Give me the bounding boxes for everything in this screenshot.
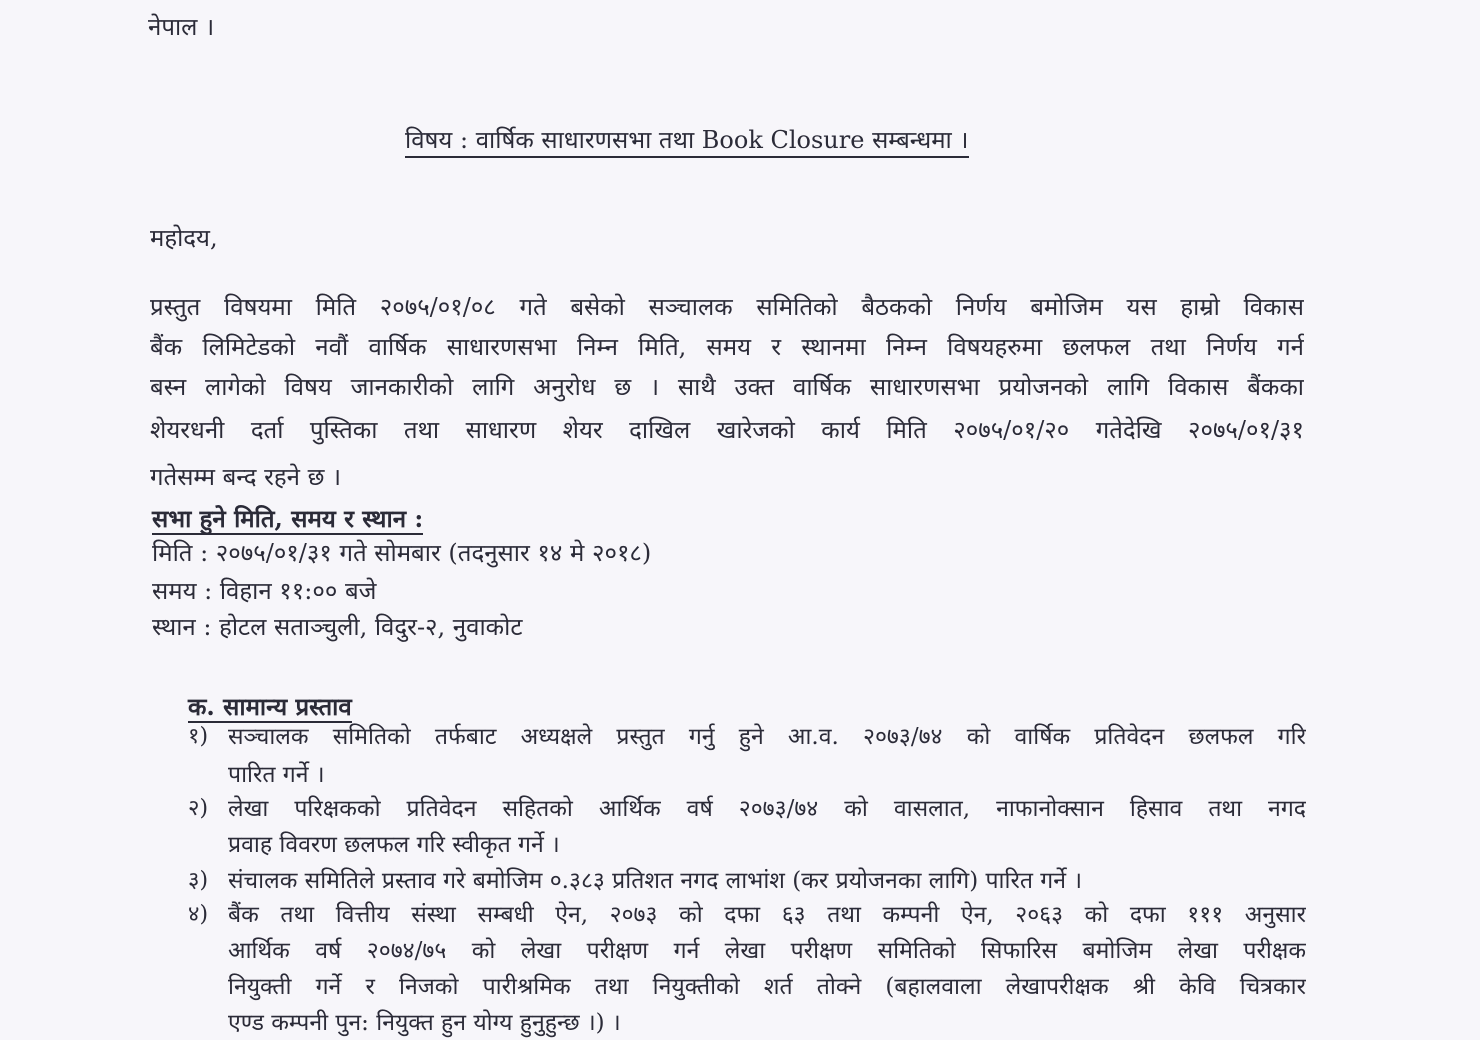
meeting-heading	[152, 504, 423, 534]
proposal-last-line: एण्ड कम्पनी पुन: नियुक्त हुन योग्य हुनुहुन्छ ।) ।	[228, 1010, 621, 1036]
proposal-number: १)	[188, 724, 209, 749]
proposal-line: नियुक्ती गर्ने र निजको पारीश्रमिक तथा नियुक्तीको शर्त तोक्ने (बहालवाला लेखापरीक्षक श्री केवि चित्रकार	[228, 974, 1306, 1000]
recipient-address-tail: नेपाल ।	[148, 13, 215, 41]
proposal-single-line: संचालक समितिले प्रस्ताव गरे बमोजिम ०.३८३ प्रतिशत नगद लाभांश (कर प्रयोजनका लागि) पारित गर्ने ।	[228, 868, 1083, 894]
proposal-number: २)	[188, 796, 209, 821]
body-line: शेयरधनी दर्ता पुस्तिका तथा साधारण शेयर दाखिल खारेजको कार्य मिति २०७५/०१/२० गतेदेखि २०७५/०१/३१	[150, 416, 1304, 444]
proposal-line: सञ्चालक समितिको तर्फबाट अध्यक्षले प्रस्तुत गर्नु हुने आ.व. २०७३/७४ को वार्षिक प्रतिवेदन छलफल गरि	[228, 724, 1306, 750]
general-proposals-heading-text: क. सामान्य प्रस्ताव	[188, 692, 352, 721]
salutation: महोदय,	[150, 224, 218, 252]
proposal-last-line: पारित गर्ने ।	[228, 762, 325, 788]
body-line: बैंक लिमिटेडको नवौं वार्षिक साधारणसभा निम्न मिति, समय र स्थानमा निम्न विषयहरुमा छलफल तथा निर्णय गर्न	[150, 333, 1304, 361]
proposal-number: ४)	[188, 902, 209, 927]
proposal-line: बैंक तथा वित्तीय संस्था सम्बधी ऐन, २०७३ को दफा ६३ तथा कम्पनी ऐन, २०६३ को दफा १११ अनुसार	[228, 902, 1306, 928]
proposal-number: ३)	[188, 868, 209, 893]
body-line: प्रस्तुत विषयमा मिति २०७५/०१/०८ गते बसेको सञ्चालक समितिको बैठकको निर्णय बमोजिम यस हाम्रो विकास	[150, 293, 1304, 321]
body-line: बस्न लागेको विषय जानकारीको लागि अनुरोध छ । साथै उक्त वार्षिक साधारणसभा प्रयोजनको लागि विकास बैंकका	[150, 373, 1304, 401]
subject-line: विषय : वार्षिक साधारणसभा तथा Book Closure सम्बन्धमा ।	[405, 125, 969, 158]
meeting-heading-text: सभा हुने मिति, समय र स्थान :	[152, 504, 424, 533]
meeting-date: मिति : २०७५/०१/३१ गते सोमबार (तदनुसार १४ मे २०१८)	[152, 539, 652, 567]
body-last-line: गतेसम्म बन्द रहने छ ।	[150, 463, 342, 491]
general-proposals-heading	[188, 692, 352, 722]
proposal-line: लेखा परिक्षकको प्रतिवेदन सहितको आर्थिक वर्ष २०७३/७४ को वासलात, नाफानोक्सान हिसाव तथा नगद	[228, 796, 1306, 822]
proposal-line: आर्थिक वर्ष २०७४/७५ को लेखा परीक्षण गर्न लेखा परीक्षण समितिको सिफारिस बमोजिम लेखा परीक्षक	[228, 938, 1306, 964]
proposal-last-line: प्रवाह विवरण छलफल गरि स्वीकृत गर्ने ।	[228, 832, 560, 858]
meeting-time: समय : विहान ११:०० बजे	[152, 577, 377, 605]
meeting-venue: स्थान : होटल सताञ्चुली, विदुर-२, नुवाकोट	[152, 613, 523, 641]
